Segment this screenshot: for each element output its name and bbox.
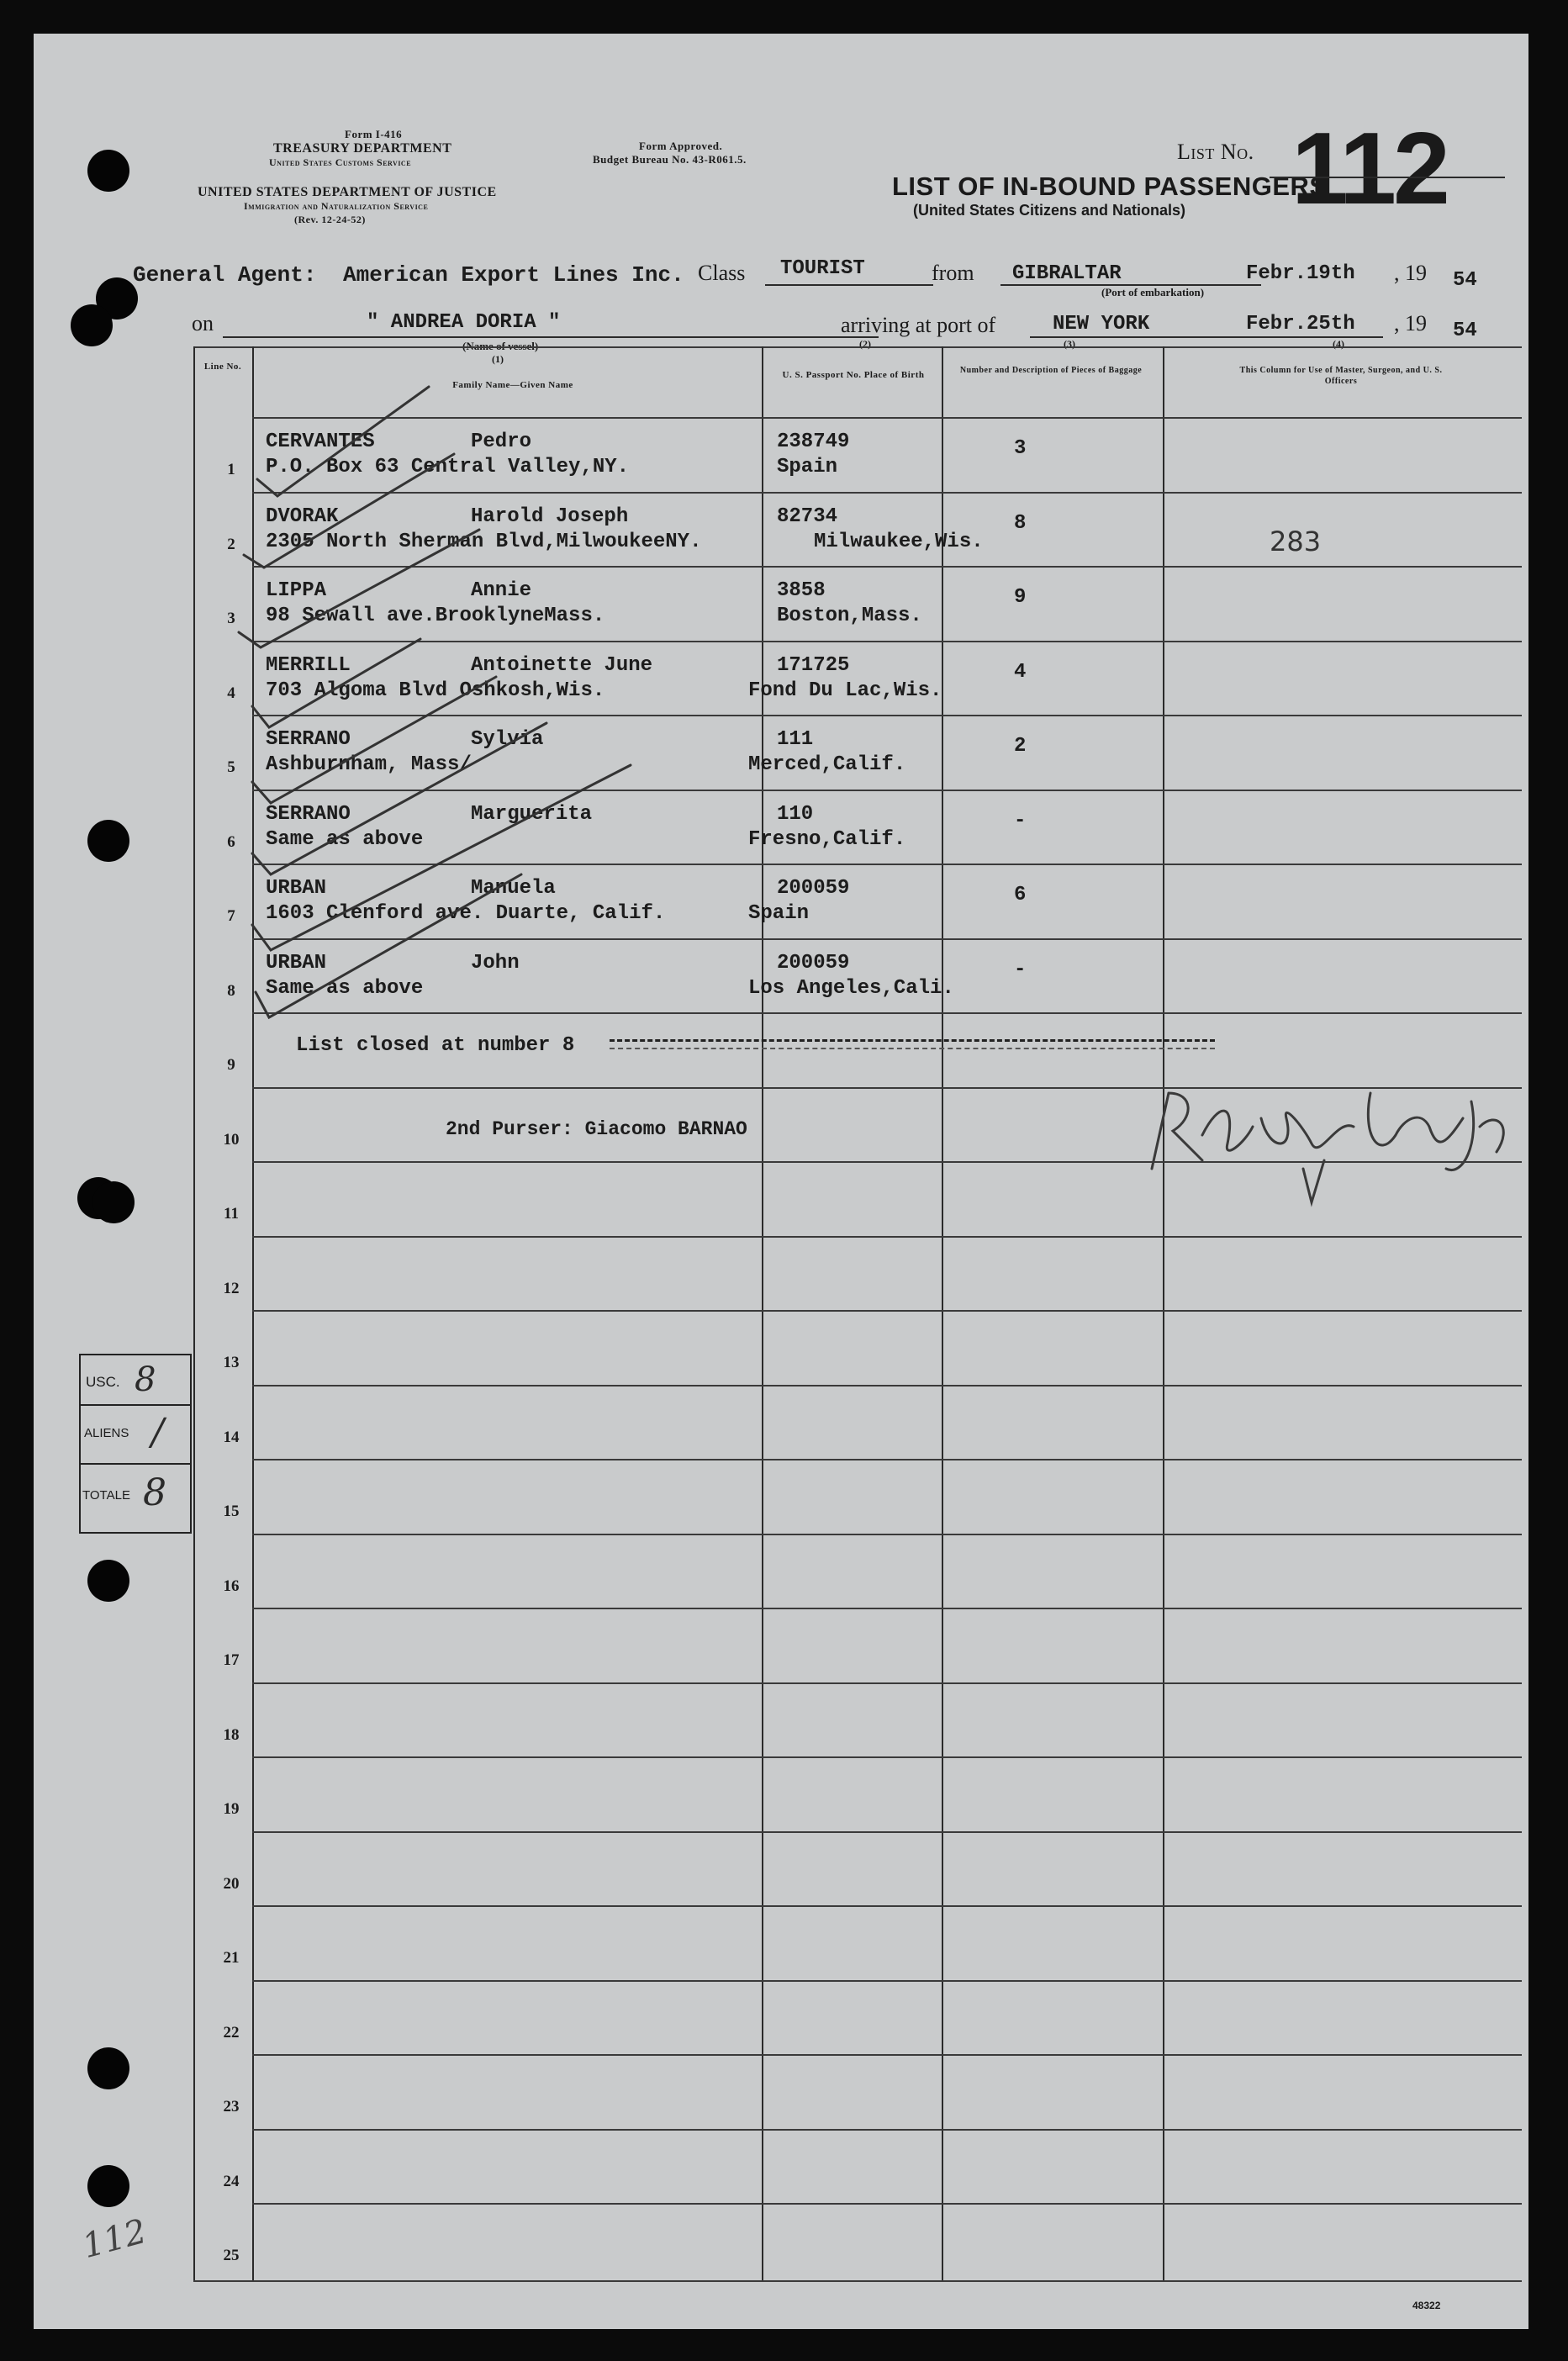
row-separator [252,2203,1522,2205]
given-name: Pedro [471,430,532,453]
officer-note: 283 [1270,525,1322,557]
list-closed: List closed at number 8 [296,1034,575,1057]
header-line-no: Line No. [203,362,242,372]
line-number: 5 [227,758,235,776]
punch-hole [87,1560,129,1602]
purser-line: 2nd Purser: Giacomo BARNAO [446,1118,747,1140]
col-divider-passport [942,346,943,2280]
row-separator [252,2129,1522,2131]
from-label: from [932,261,974,285]
form-number: Form I-416 [345,128,403,140]
passport-number: 171725 [777,653,850,677]
punch-hole [87,150,129,192]
given-name: Sylvia [471,728,544,751]
baggage-count: - [1014,809,1027,832]
inspector-signature [1143,1068,1528,1236]
family-name: DVORAK [266,504,339,528]
punch-hole [71,304,113,346]
place-of-birth: Merced,Calif. [748,753,906,776]
address: 2305 North Sherman Blvd,MilwoukeeNY. [266,530,702,553]
line-number: 11 [224,1205,239,1223]
baggage-count: - [1014,958,1027,981]
row-separator [252,1310,1522,1312]
row-separator [252,1756,1522,1758]
table-left-border [193,346,195,2280]
row-separator [252,1831,1522,1833]
arrival-year: 54 [1453,320,1477,342]
class-label: Class [698,261,746,285]
family-name: SERRANO [266,728,351,751]
baggage-count: 6 [1014,884,1027,906]
line-number: 19 [223,1800,240,1818]
passport-number: 82734 [777,504,838,528]
col4-note: (4) [1333,338,1344,350]
tally-divider [79,1404,190,1406]
address: Ashburnham, Mass/ [266,753,472,776]
line-number: 1 [227,461,235,478]
justice-dept: UNITED STATES DEPARTMENT OF JUSTICE [198,185,497,199]
family-name: MERRILL [266,653,351,677]
row-separator [252,1534,1522,1535]
col3-note: (3) [1064,338,1075,350]
line-number: 17 [223,1651,240,1669]
total-value: 8 [143,1471,166,1514]
baggage-count: 8 [1014,511,1027,535]
punch-hole [87,2047,129,2089]
line-number: 10 [223,1130,240,1149]
passport-number: 238749 [777,430,850,453]
arriving-label: arriving at port of [841,313,996,337]
agent-name: American Export Lines Inc. [343,262,684,288]
given-name: Annie [471,579,532,602]
baggage-count: 3 [1014,437,1027,460]
list-number: 112 [1291,111,1447,225]
row-separator [252,1980,1522,1982]
document-title: LIST OF IN-BOUND PASSENGERS [892,172,1328,201]
punch-hole [87,2165,129,2207]
form-revision: (Rev. 12-24-52) [294,214,366,225]
agent-label: General Agent: [133,262,317,288]
given-name: Harold Joseph [471,504,629,528]
place-of-birth: Los Angeles,Cali. [748,976,954,1000]
line-number: 22 [223,2023,240,2041]
place-of-birth: Spain [748,902,810,925]
family-name: URBAN [266,877,327,900]
aliens-label: ALIENS [84,1426,129,1440]
tally-divider [79,1463,190,1465]
place-of-birth: Milwaukee,Wis. [814,530,984,553]
line-number: 7 [227,907,235,925]
total-label: TOTALE [82,1488,130,1503]
margin-note: 112 [78,2211,151,2267]
depart-year-prefix: , 19 [1394,261,1427,285]
customs-service: United States Customs Service [269,156,412,168]
address: 703 Algoma Blvd Oshkosh,Wis. [266,679,605,702]
family-name: SERRANO [266,802,351,826]
vessel-name: " ANDREA DORIA " [367,311,561,334]
address: 98 Sewall ave.BrooklyneMass. [266,605,605,627]
passport-number: 200059 [777,951,850,975]
passport-number: 3858 [777,579,826,602]
given-name: John [471,951,520,975]
line-number: 23 [223,2098,240,2115]
closed-dash-line [610,1039,1215,1042]
row-separator [252,1385,1522,1386]
place-of-birth: Boston,Mass. [777,605,922,627]
list-no-underline [1270,177,1505,178]
header-name: Family Name—Given Name [452,380,573,390]
document-page [34,34,1528,2329]
line-number: 12 [223,1279,240,1297]
form-code: 48322 [1412,2300,1441,2311]
depart-date: Febr.19th [1246,262,1355,285]
list-no-label: List No. [1177,140,1254,164]
line-number: 8 [227,981,235,1000]
line-number: 21 [223,1949,240,1967]
line-number: 2 [227,535,235,553]
family-name: URBAN [266,951,327,975]
passport-number: 111 [777,728,814,751]
given-name: Manuela [471,877,556,900]
passport-number: 200059 [777,877,850,900]
col2-note: (2) [859,338,871,350]
baggage-count: 9 [1014,586,1027,609]
col-divider-baggage [1163,346,1164,2280]
row-separator [252,1459,1522,1460]
row-separator [252,2054,1522,2056]
embark-note: (Port of embarkation) [1101,286,1205,298]
table-top-border [193,346,1522,348]
header-passport: U. S. Passport No. Place of Birth [782,370,925,380]
place-of-birth: Fond Du Lac,Wis. [748,679,942,702]
usc-value: 8 [135,1360,156,1399]
vessel-note: (Name of vessel) [462,340,539,352]
line-number: 15 [223,1503,240,1520]
family-name: CERVANTES [266,430,375,453]
arrival-underline [1030,336,1383,338]
depart-year: 54 [1453,269,1477,292]
check-marks [202,370,639,1026]
on-label: on [192,311,214,335]
line-number: 18 [223,1725,240,1744]
line-number: 14 [223,1428,240,1446]
aliens-value: / [151,1411,164,1454]
header-baggage: Number and Description of Pieces of Baggage [959,366,1143,375]
class-underline [765,284,933,286]
place-of-birth: Spain [777,456,838,478]
row-separator [252,1608,1522,1609]
budget-bureau: Budget Bureau No. 43-R061.5. [593,153,747,166]
punch-hole [92,1181,135,1223]
embark-port: GIBRALTAR [1012,262,1122,285]
form-approved: Form Approved. [639,140,723,152]
arrival-date: Febr.25th [1246,313,1355,335]
address: Same as above [266,976,424,1000]
line-number: 6 [227,832,235,851]
line-number: 13 [223,1354,240,1371]
given-name: Marguerita [471,802,593,826]
row-separator [252,1682,1522,1684]
usc-label: USC. [86,1374,120,1390]
line-number: 4 [227,684,235,702]
given-name: Antoinette June [471,653,653,677]
line-number: 24 [223,2172,240,2190]
place-of-birth: Fresno,Calif. [748,827,906,851]
address: Same as above [266,827,424,851]
line-number: 20 [223,1874,240,1893]
punch-hole [87,820,129,862]
address: P.O. Box 63 Central Valley,NY. [266,456,630,478]
immigration-service: Immigration and Naturalization Service [244,200,429,212]
line-number: 3 [227,610,235,627]
treasury-dept: TREASURY DEPARTMENT [273,141,452,156]
baggage-count: 4 [1014,660,1027,684]
vessel-underline [223,336,879,338]
arrival-port: NEW YORK [1053,313,1150,335]
arrival-year-prefix: , 19 [1394,311,1427,335]
class-value: TOURIST [780,257,865,280]
col-divider-name [762,346,763,2280]
baggage-count: 2 [1014,735,1027,758]
closed-dash-line-2 [610,1048,1215,1049]
address: 1603 Clenford ave. Duarte, Calif. [266,902,666,925]
line-number: 16 [223,1577,240,1595]
row-separator [252,1905,1522,1907]
table-bottom-border [193,2280,1522,2282]
document-subtitle: (United States Citizens and Nationals) [913,202,1186,219]
passport-number: 110 [777,802,814,826]
line-number: 25 [223,2247,240,2264]
header-officers: This Column for Use of Master, Surgeon, and U. S. Officers [1239,366,1443,386]
col1-note: (1) [492,353,504,365]
family-name: LIPPA [266,579,327,602]
line-number: 9 [227,1056,235,1074]
